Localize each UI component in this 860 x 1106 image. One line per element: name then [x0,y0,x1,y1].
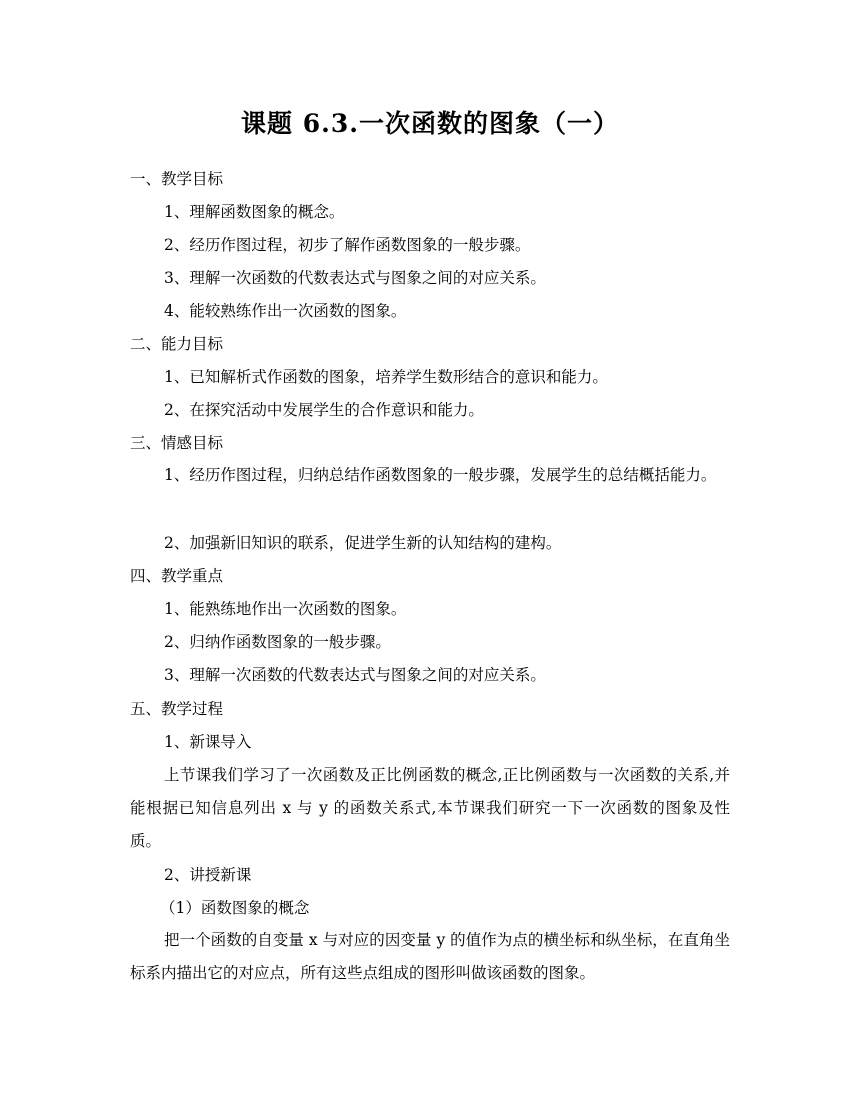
list-item: 1、已知解析式作函数的图象，培养学生数形结合的意识和能力。 [164,368,608,386]
list-item: 1、能熟练地作出一次函数的图象。 [164,600,407,618]
section-heading-teaching-goals: 一、教学目标 [130,170,224,188]
document-title: 课题 6.3.一次函数的图象（一） [241,109,619,138]
list-item: 2、归纳作函数图象的一般步骤。 [164,633,391,651]
paragraph: 1、经历作图过程，归纳总结作函数图象的一般步骤，发展学生的总结概括能力。 [164,466,717,484]
section-heading-key-points: 四、教学重点 [130,567,224,585]
section-heading-teaching-process: 五、教学过程 [130,700,224,718]
list-item: 3、理解一次函数的代数表达式与图象之间的对应关系。 [164,666,546,684]
subheading: 2、讲授新课 [164,866,252,884]
section-heading-emotion-goals: 三、情感目标 [130,434,224,452]
subheading: （1）函数图象的概念 [160,899,310,917]
list-item: 2、在探究活动中发展学生的合作意识和能力。 [164,401,484,419]
list-item: 3、理解一次函数的代数表达式与图象之间的对应关系。 [164,269,546,287]
list-item: 2、加强新旧知识的联系，促进学生新的认知结构的建构。 [164,534,562,552]
list-item: 4、能较熟练作出一次函数的图象。 [164,302,407,320]
section-heading-ability-goals: 二、能力目标 [130,335,224,353]
subheading: 1、新课导入 [164,733,252,751]
paragraph: 把一个函数的自变量 x 与对应的因变量 y 的值作为点的横坐标和纵坐标，在直角坐标系内描出它的对应点，所有这些点组成的图形叫做该函数的图象。 [130,931,730,982]
list-item: 2、经历作图过程，初步了解作函数图象的一般步骤。 [164,236,531,254]
paragraph: 上节课我们学习了一次函数及正比例函数的概念,正比例函数与一次函数的关系,并能根据已知信息列出 x 与 y 的函数关系式,本节课我们研究一下一次函数的图象及性质。 [130,766,730,850]
list-item: 1、理解函数图象的概念。 [164,203,345,221]
